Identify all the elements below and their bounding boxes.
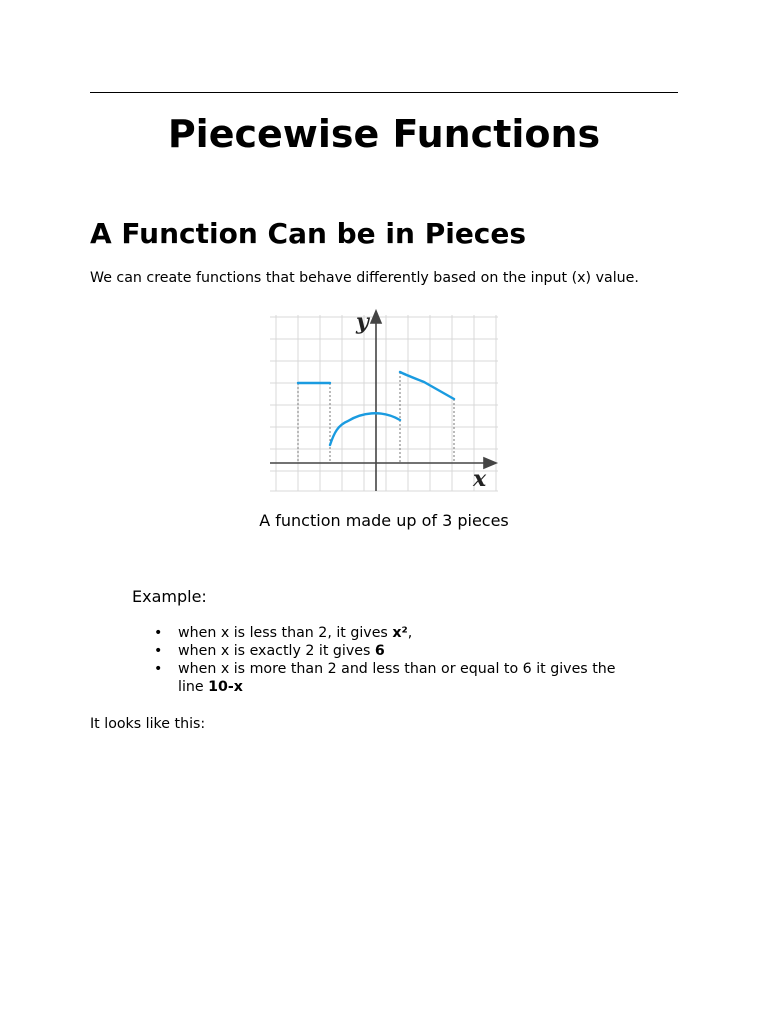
math-expression: x² [392, 625, 408, 641]
piecewise-graph-figure [266, 305, 502, 497]
axes [270, 311, 496, 491]
math-expression: 10-x [208, 679, 243, 695]
page-title: Piecewise Functions [167, 112, 601, 156]
list-item: • when x is more than 2 and less than or equal to 6 it gives the line 10-x [154, 660, 644, 696]
piecewise-graph [266, 305, 502, 497]
math-expression: 6 [374, 643, 385, 659]
outro-paragraph: It looks like this: [90, 716, 206, 732]
list-item: • when x is exactly 2 it gives 6 [154, 642, 644, 660]
y-axis-label: y [356, 309, 369, 335]
x-axis-label: x [473, 466, 487, 492]
example-list [154, 624, 644, 696]
list-item: • when x is less than 2, it gives x², [154, 624, 644, 642]
figure-caption: A function made up of 3 pieces [259, 511, 509, 530]
top-divider [90, 92, 678, 93]
section-heading: A Function Can be in Pieces [90, 217, 527, 250]
example-label: Example: [132, 587, 207, 606]
piece-curve [330, 413, 400, 445]
graph-grid [270, 315, 498, 491]
intro-paragraph: We can create functions that behave differently based on the input (x) value. [90, 270, 639, 286]
